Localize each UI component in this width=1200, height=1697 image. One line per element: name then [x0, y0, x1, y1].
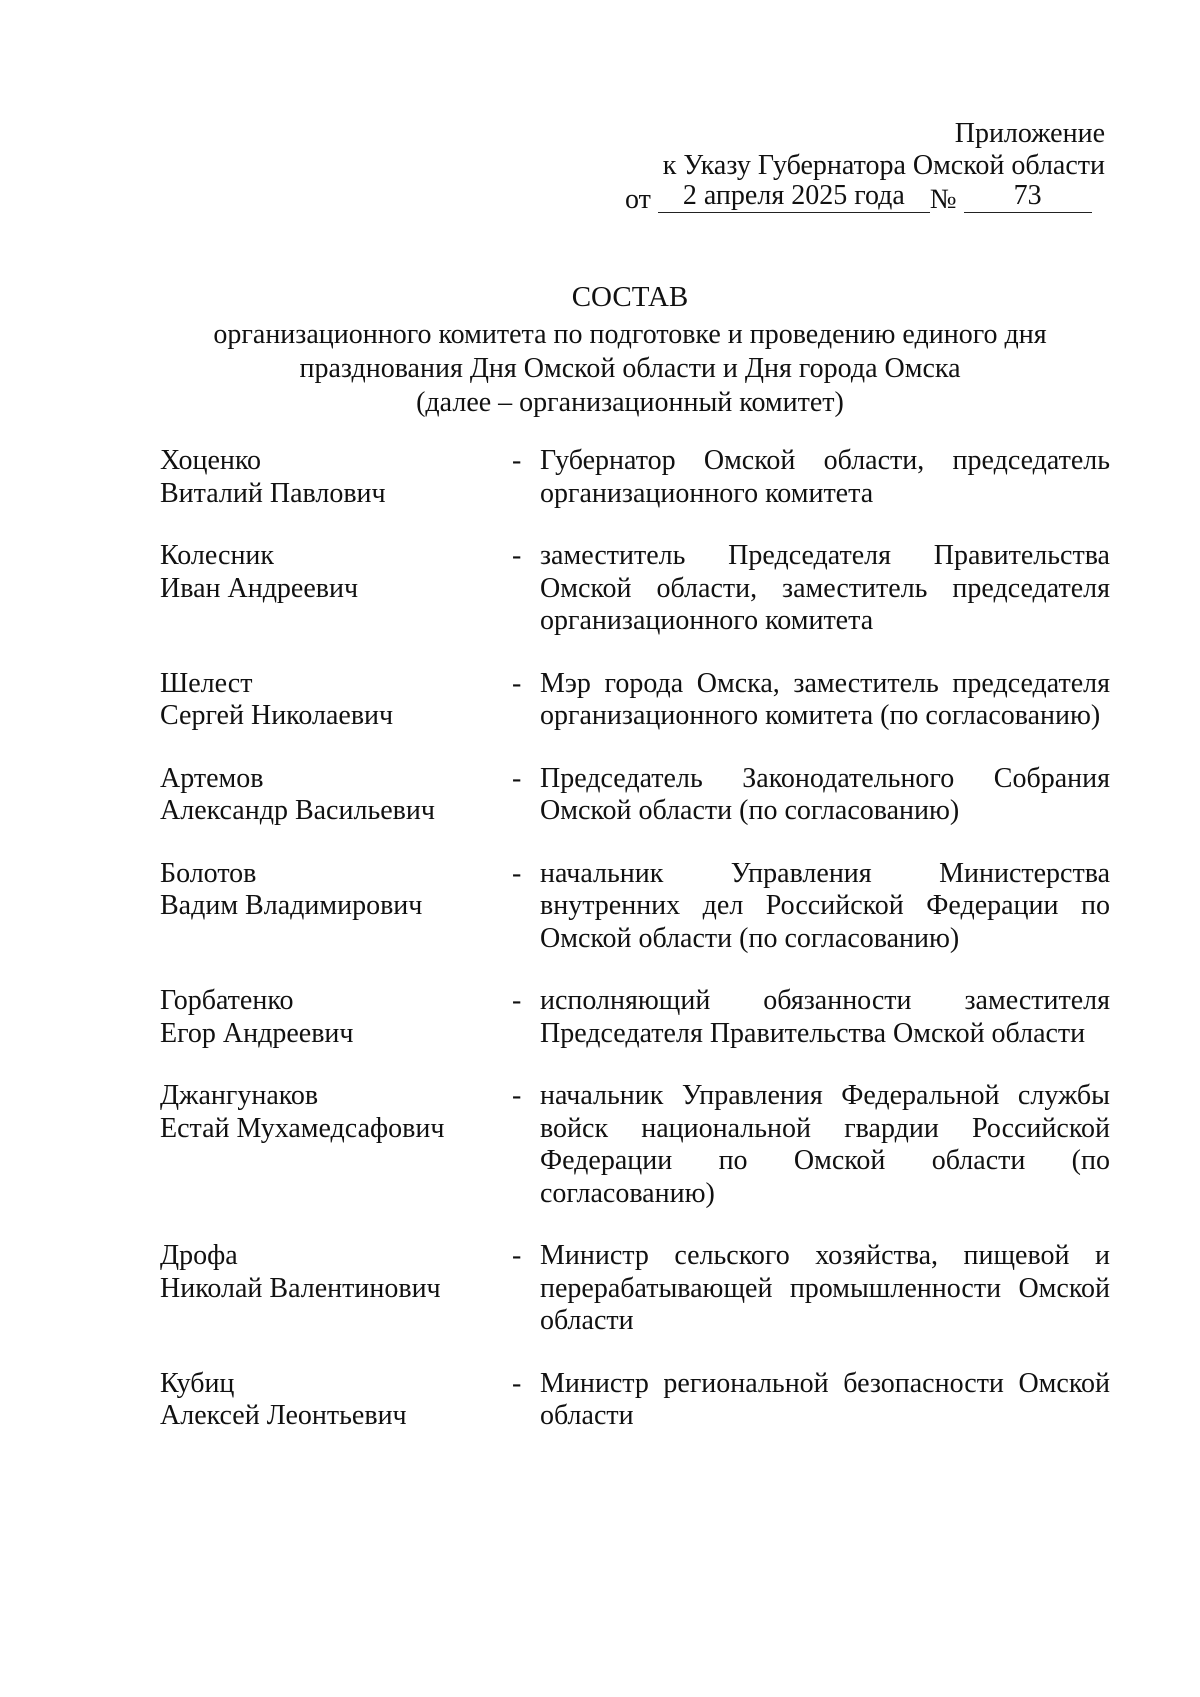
- member-dash: -: [512, 762, 522, 794]
- member-given-name: Александр Васильевич: [160, 795, 435, 826]
- member-given-name: Естай Мухамедсафович: [160, 1112, 445, 1144]
- member-name: [160, 1080, 512, 1210]
- member-surname: Болотов: [160, 857, 257, 889]
- member-role: Министр региональной безопасности Омской области: [540, 1367, 1110, 1431]
- member-role: Председатель Законодательного Собрания Омской области (по согласованию): [540, 762, 1110, 826]
- appendix-label: Приложение: [954, 118, 1105, 149]
- member-row: [160, 1240, 1110, 1338]
- member-surname: Горбатенко: [160, 985, 294, 1016]
- member-row: [160, 1368, 1110, 1433]
- members-list: [160, 445, 1110, 1463]
- member-role: заместитель Председателя Правительства Омской области, заместитель председателя организационного комитета: [540, 540, 1110, 636]
- member-surname: Кубиц: [160, 1367, 235, 1399]
- number-label: №: [929, 184, 957, 215]
- member-dash: -: [512, 540, 522, 571]
- member-surname: Хоценко: [160, 445, 262, 476]
- title-heading: СОСТАВ: [571, 281, 689, 313]
- member-dash: -: [512, 1367, 522, 1399]
- member-role: начальник Управления Федеральной службы войск национальной гвардии Российской Федерации по Омской области (по согласованию): [540, 1080, 1110, 1209]
- title-line-2: празднования Дня Омской области и Дня города Омска: [299, 353, 961, 384]
- member-surname: Колесник: [160, 540, 275, 571]
- member-name: [160, 763, 512, 828]
- member-surname: Дрофа: [160, 1240, 238, 1271]
- member-row: [160, 445, 1110, 510]
- member-name: [160, 668, 512, 733]
- member-name: [160, 540, 512, 638]
- member-surname: Артемов: [160, 762, 264, 794]
- member-row: [160, 763, 1110, 828]
- number-value: 73: [964, 180, 1092, 213]
- date-prefix: от: [625, 184, 651, 215]
- member-row: [160, 1080, 1110, 1210]
- member-given-name: Николай Валентинович: [160, 1272, 441, 1304]
- member-dash: -: [512, 667, 522, 699]
- member-given-name: Егор Андреевич: [160, 1017, 354, 1049]
- member-row: [160, 985, 1110, 1050]
- member-given-name: Иван Андреевич: [160, 572, 359, 604]
- appendix-header: [585, 118, 1105, 217]
- member-given-name: Виталий Павлович: [160, 477, 386, 509]
- document-title: [150, 280, 1110, 420]
- appendix-decree: к Указу Губернатора Омской области: [662, 150, 1105, 181]
- member-row: [160, 668, 1110, 733]
- member-given-name: Алексей Леонтьевич: [160, 1400, 407, 1431]
- member-role: начальник Управления Министерства внутренних дел Российской Федерации по Омской области (по согласованию): [540, 857, 1110, 954]
- member-dash: -: [512, 1080, 522, 1111]
- member-dash: -: [512, 857, 522, 889]
- member-dash: -: [512, 985, 522, 1016]
- date-value: 2 апреля 2025 года: [658, 180, 930, 213]
- appendix-date-line: [585, 180, 1105, 217]
- member-surname: Джангунаков: [160, 1080, 319, 1111]
- member-dash: -: [512, 1240, 522, 1271]
- member-given-name: Сергей Николаевич: [160, 700, 394, 731]
- member-name: [160, 1240, 512, 1338]
- member-name: [160, 858, 512, 956]
- member-role: Губернатор Омской области, председатель организационного комитета: [540, 445, 1110, 509]
- member-dash: -: [512, 445, 522, 476]
- member-role: Мэр города Омска, заместитель председателя организационного комитета (по согласованию): [540, 667, 1110, 731]
- title-line-3: (далее – организационный комитет): [416, 387, 844, 418]
- member-surname: Шелест: [160, 667, 253, 699]
- member-name: [160, 985, 512, 1050]
- member-name: [160, 445, 512, 510]
- member-role: исполняющий обязанности заместителя Председателя Правительства Омской области: [540, 985, 1110, 1049]
- title-line-1: организационного комитета по подготовке и проведению единого дня: [213, 319, 1047, 350]
- member-role: Министр сельского хозяйства, пищевой и перерабатывающей промышленности Омской области: [540, 1240, 1110, 1336]
- member-name: [160, 1368, 512, 1433]
- member-row: [160, 540, 1110, 638]
- member-given-name: Вадим Владимирович: [160, 890, 423, 921]
- member-row: [160, 858, 1110, 956]
